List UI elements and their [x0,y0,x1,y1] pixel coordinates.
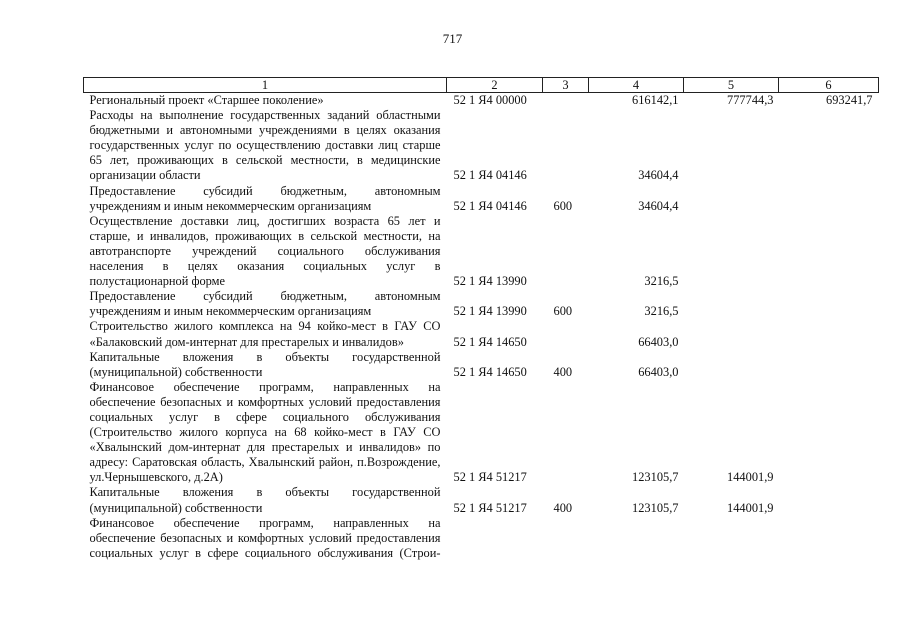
row-code: 52 1 Я4 51217 [453,500,527,515]
row-amount-2 [684,214,779,289]
row-name: Осуществление доставки лиц, достигших возраста 65 лет и старше, и инвалидов, проживающих в сельской местности, на автотранспорте учреждений социального обслуживания населения в целях оказания социальных услуг в полустационарной форме [89,213,441,289]
row-expense-type [543,380,589,486]
row-amount-3 [779,184,879,214]
row-amount-2: 144001,9 [727,500,774,515]
header-col-3: 3 [543,78,589,93]
row-amount-1: 66403,0 [638,364,679,379]
row-code: 52 1 Я4 51217 [453,470,527,485]
page-number: 717 [442,31,463,46]
row-amount-1: 34604,4 [638,198,679,213]
row-expense-type: 400 [553,500,573,515]
row-code: 52 1 Я4 13990 [453,304,527,319]
row-amount-1: 34604,4 [638,168,679,183]
header-row [84,78,879,93]
row-name: Финансовое обеспечение программ, направленных на обеспечение безопасных и комфортных условий предоставления социальных услуг в сфере социального обслуживания (Строи- [89,515,441,560]
row-name: Предоставление субсидий бюджетным, автономным учреждениям и иным некоммерческим организациям [89,289,441,319]
row-code: 52 1 Я4 14650 [453,364,527,379]
header-col-4: 4 [589,78,684,93]
table-header [84,78,879,93]
budget-table [83,77,879,561]
row-amount-2: 144001,9 [727,470,774,485]
row-amount-1: 66403,0 [638,334,679,349]
row-expense-type [543,93,589,109]
row-code: 52 1 Я4 04146 [453,198,527,213]
row-name: Финансовое обеспечение программ, направленных на обеспечение безопасных и комфортных условий предоставления социальных услуг в сфере социального обслуживания (Строительство жилого корпуса на 68 койко-мест в ГАУ СО «Хвалынский дом-интернат для престарелых и инвалидов» по адресу: Саратовская область, Хвалынский район, п.Возрождение, ул.Чернышевского, д.2А) [89,379,441,485]
table-row [84,350,879,380]
row-amount-1: 123105,7 [632,470,679,485]
row-amount-3 [779,350,879,380]
row-name: Региональный проект «Старшее поколение» [89,93,324,107]
row-amount-2 [684,516,779,561]
row-amount-1: 616142,1 [632,93,679,107]
row-expense-type: 600 [553,304,573,319]
row-amount-3 [779,516,879,561]
table-row [84,184,879,214]
row-amount-2: 777744,3 [727,93,774,107]
row-expense-type [543,108,589,183]
table-row [84,516,879,561]
row-name: Строительство жилого комплекса на 94 койко-мест в ГАУ СО «Балаковский дом-интернат для престарелых и инвалидов» [89,319,441,349]
row-name: Расходы на выполнение государственных заданий областными бюджетными и автономными учреждениями в целях оказания государственных услуг по осуществлению доставки лиц старше 65 лет, проживающих в сельской местности, в медицинские организации области [89,108,441,183]
header-col-5: 5 [684,78,779,93]
row-amount-1: 3216,5 [644,304,679,319]
header-col-6: 6 [779,78,879,93]
row-amount-2 [684,350,779,380]
row-amount-3: 693241,7 [826,93,873,107]
table-row [84,289,879,319]
row-code: 52 1 Я4 13990 [453,274,527,289]
row-amount-2 [684,184,779,214]
row-amount-3 [779,289,879,319]
table-row [84,319,879,349]
row-name: Предоставление субсидий бюджетным, автономным учреждениям и иным некоммерческим организациям [89,183,441,213]
row-expense-type [543,319,589,349]
row-code: 52 1 Я4 14650 [453,334,527,349]
table-body [84,93,879,561]
row-expense-type: 400 [553,364,573,379]
header-col-2: 2 [447,78,543,93]
row-expense-type [543,214,589,289]
table-row [84,380,879,486]
row-amount-1 [589,516,684,561]
table-row [84,108,879,183]
row-amount-3 [779,485,879,515]
row-amount-3 [779,108,879,183]
row-name: Капитальные вложения в объекты государственной (муниципальной) собственности [89,349,441,379]
table-row [84,485,879,515]
table-row [84,214,879,289]
row-amount-1: 3216,5 [644,274,679,289]
row-code [447,516,543,561]
row-amount-2 [684,319,779,349]
row-amount-3 [779,319,879,349]
row-amount-2 [684,108,779,183]
row-amount-2 [684,289,779,319]
row-amount-3 [779,380,879,486]
row-expense-type [543,516,589,561]
row-code: 52 1 Я4 04146 [453,168,527,183]
row-code: 52 1 Я4 00000 [453,93,527,107]
row-amount-1: 123105,7 [632,500,679,515]
row-expense-type: 600 [553,198,573,213]
row-name: Капитальные вложения в объекты государственной (муниципальной) собственности [89,485,441,515]
header-col-1: 1 [84,78,447,93]
row-amount-3 [779,214,879,289]
table-row [84,93,879,109]
